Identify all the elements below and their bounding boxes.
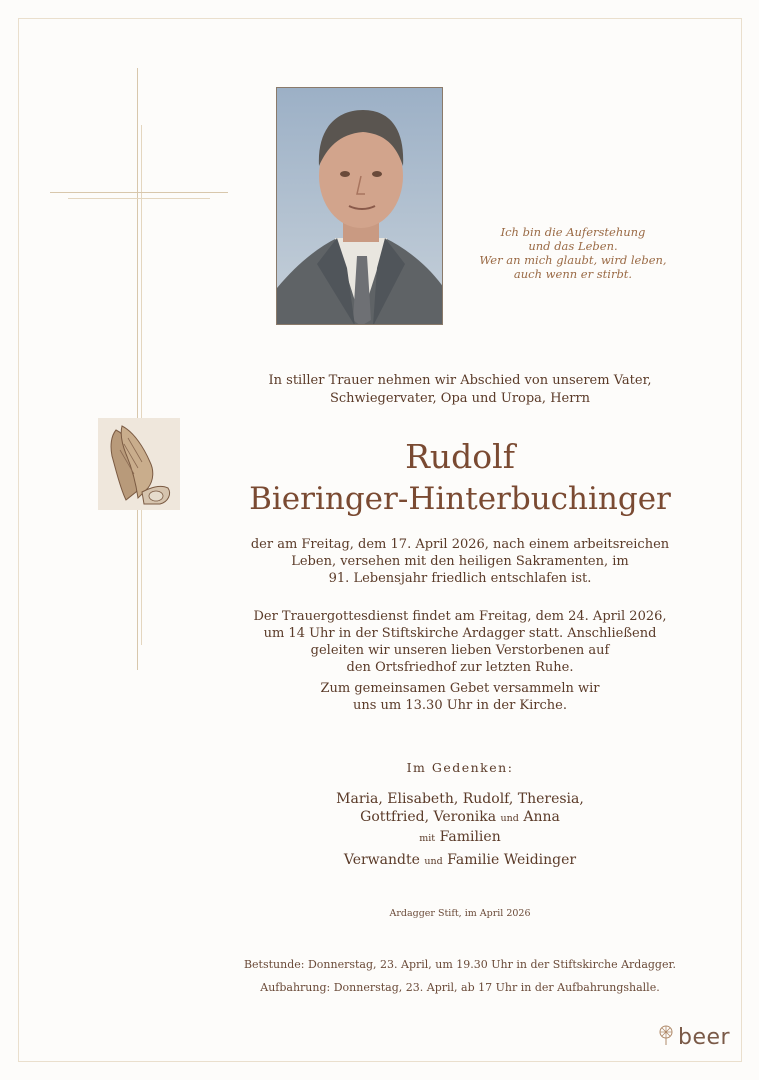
conjunction: und	[500, 813, 519, 824]
family-line	[220, 808, 700, 828]
aufbahrung-info: Aufbahrung: Donnerstag, 23. April, ab 17 Uhr in der Aufbahrungshalle.	[260, 981, 660, 994]
relatives-text: Verwandte	[343, 852, 420, 868]
funeral-line: Der Trauergottesdienst findet am Freitag, dem 24. April 2026,	[253, 609, 667, 624]
quote-line: Ich bin die Auferstehung	[500, 225, 646, 239]
death-notice	[220, 536, 700, 587]
funeral-line: geleiten wir unseren lieben Verstorbenen auf	[310, 643, 610, 658]
funeral-info	[220, 608, 700, 676]
portrait-photo	[276, 87, 443, 325]
funeral-line: den Ortsfriedhof zur letzten Ruhe.	[346, 660, 574, 675]
deceased-last-name: Bieringer-Hinterbuchinger	[249, 481, 671, 517]
deceased-first-name: Rudolf	[405, 437, 515, 476]
family-names: Gottfried, Veronika	[360, 809, 497, 825]
dandelion-icon	[656, 1024, 676, 1050]
relatives-line	[220, 852, 700, 868]
intro-line: Schwiegervater, Opa und Uropa, Herrn	[329, 391, 591, 406]
quote-line: und das Leben.	[528, 239, 618, 253]
praying-hands-icon	[98, 418, 180, 510]
family-line: Maria, Elisabeth, Rudolf, Theresia,	[336, 791, 584, 807]
brand-name: beer	[678, 1024, 731, 1050]
conjunction: und	[424, 856, 443, 867]
memory-heading: Im Gedenken:	[406, 760, 514, 775]
quote-line: Wer an mich glaubt, wird leben,	[479, 253, 667, 267]
notice-line: 91. Lebensjahr friedlich entschlafen ist.	[328, 571, 592, 586]
prayer-info	[220, 680, 700, 714]
funeral-line: um 14 Uhr in der Stiftskirche Ardagger statt. Anschließend	[263, 626, 657, 641]
quote-line: auch wenn er stirbt.	[513, 267, 633, 281]
prayer-line: uns um 13.30 Uhr in der Kirche.	[353, 698, 567, 713]
prayer-line: Zum gemeinsamen Gebet versammeln wir	[320, 681, 600, 696]
bible-quote	[458, 225, 688, 281]
intro-line: In stiller Trauer nehmen wir Abschied von unserem Vater,	[268, 373, 652, 388]
relatives-text: Familie Weidinger	[447, 852, 577, 868]
notice-line: Leben, versehen mit den heiligen Sakramenten, im	[291, 554, 629, 569]
family-line	[220, 828, 700, 848]
conjunction: mit	[419, 833, 436, 844]
place-date: Ardagger Stift, im April 2026	[389, 908, 531, 919]
brand-logo	[656, 1022, 730, 1052]
intro-text	[200, 372, 720, 408]
family-names: Familien	[439, 829, 501, 845]
betstunde-info: Betstunde: Donnerstag, 23. April, um 19.30 Uhr in der Stiftskirche Ardagger.	[243, 958, 677, 971]
notice-line: der am Freitag, dem 17. April 2026, nach einem arbeitsreichen	[250, 537, 670, 552]
family-names: Anna	[523, 809, 560, 825]
family-list	[220, 790, 700, 848]
